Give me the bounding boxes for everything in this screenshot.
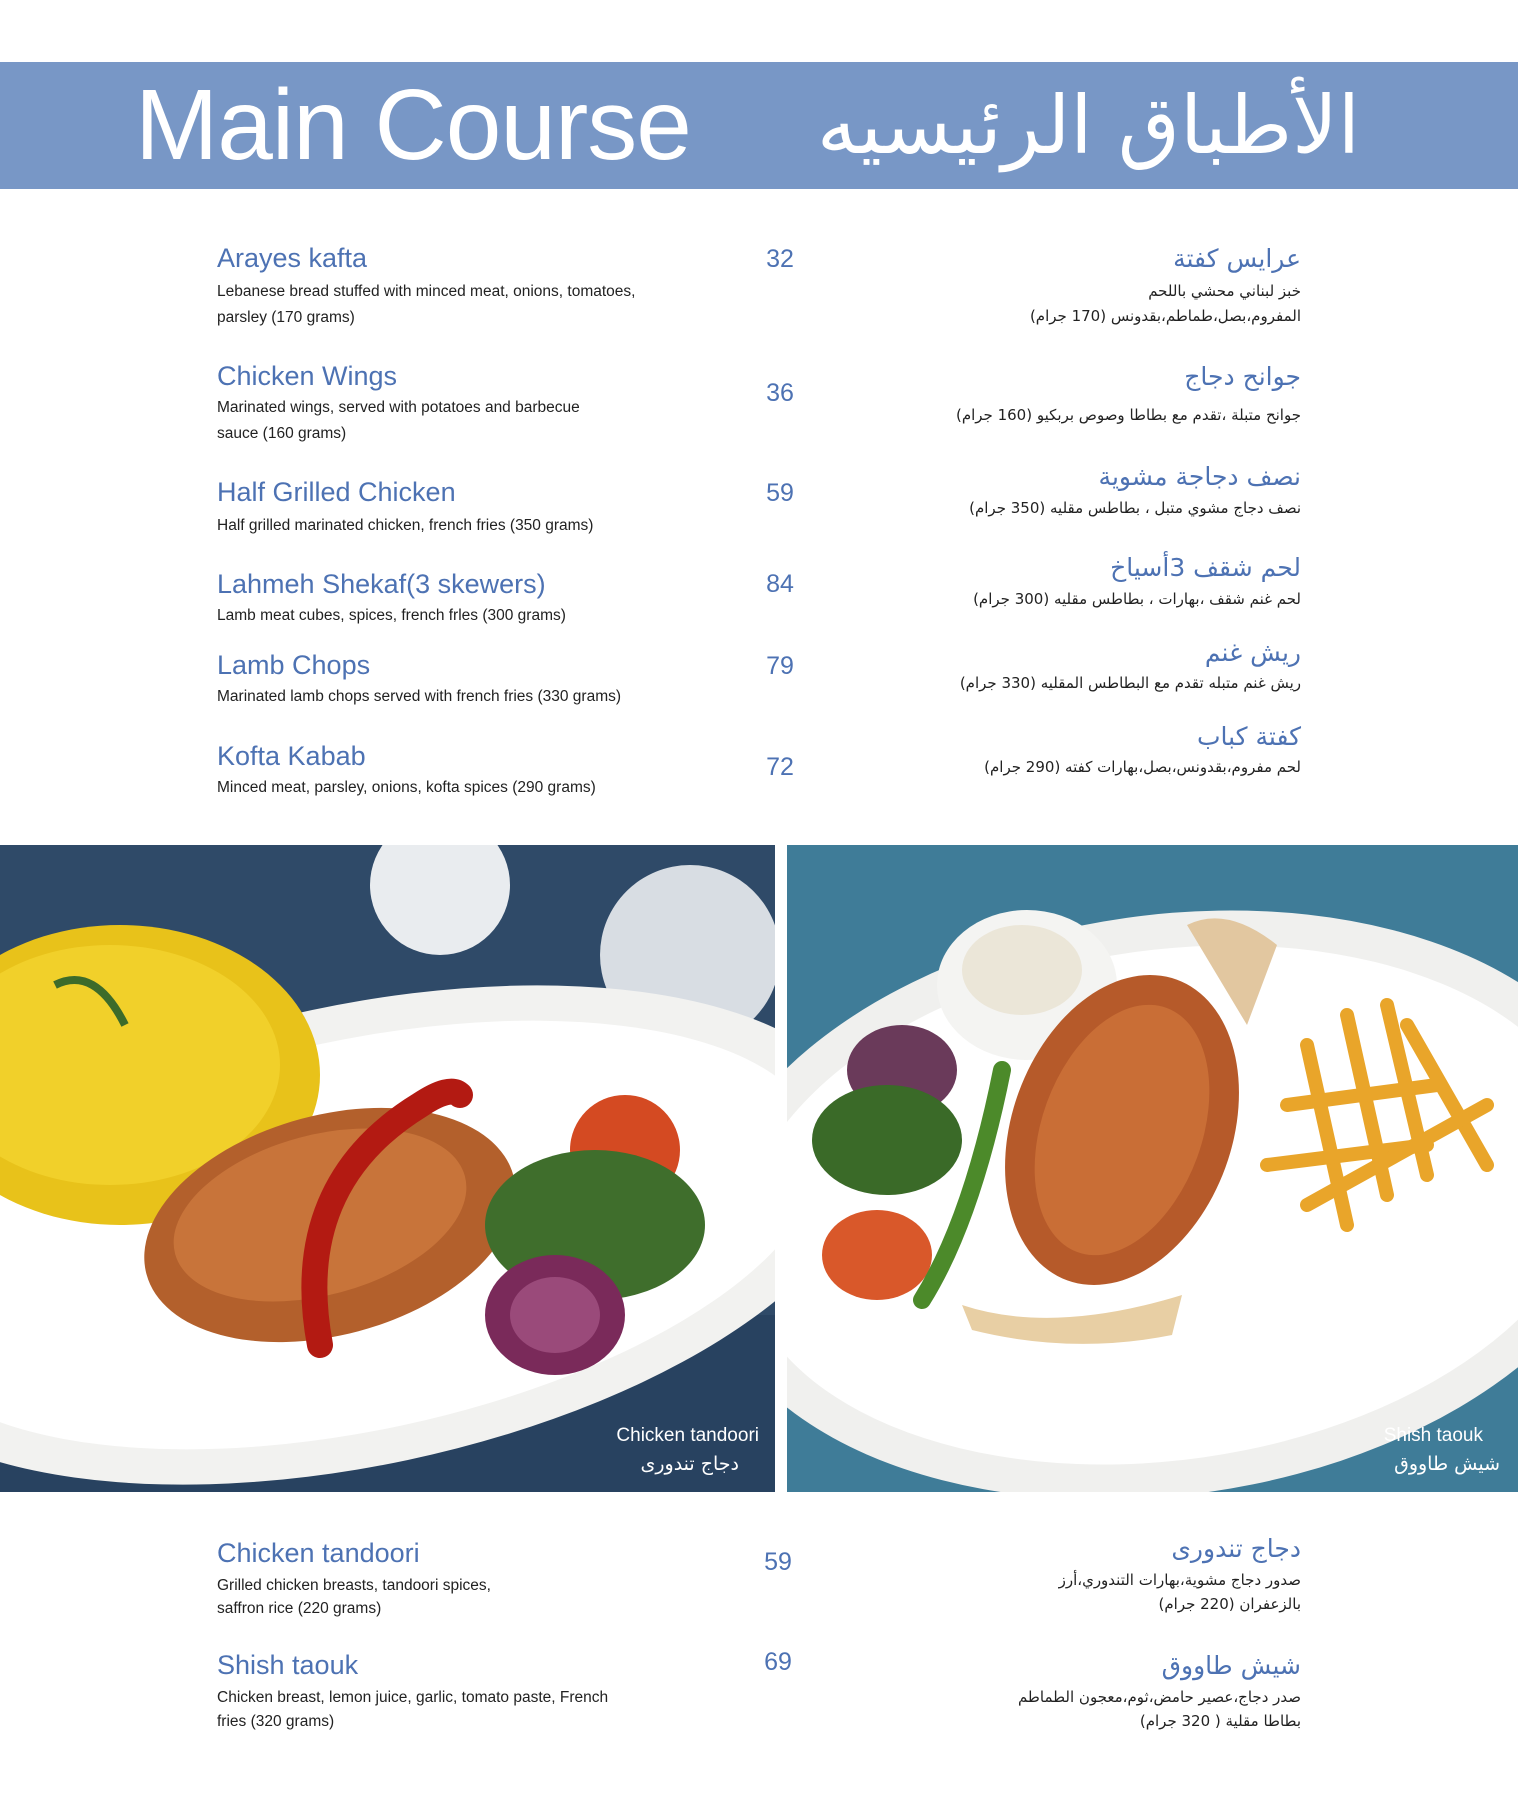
- menu-item-price: 36: [766, 379, 794, 407]
- menu-item-price: 59: [764, 1548, 792, 1576]
- menu-item-desc-ar: نصف دجاج مشوي متبل ، بطاطس مقليه (350 جرام): [969, 499, 1301, 517]
- menu-item-name-ar: جوانح دجاج: [1184, 362, 1301, 391]
- menu-item-desc-ar: لحم مفروم،بقدونس،بصل،بهارات كفته (290 جرام): [984, 758, 1301, 776]
- menu-item-desc-en: Half grilled marinated chicken, french fries (350 grams): [217, 517, 594, 534]
- menu-item-price: 69: [764, 1648, 792, 1676]
- menu-item-name-en: Chicken tandoori: [217, 1538, 420, 1568]
- menu-item-desc-en: Lamb meat cubes, spices, french frles (300 grams): [217, 607, 566, 624]
- menu-item-desc-en: Lebanese bread stuffed with minced meat, onions, tomatoes,: [217, 283, 636, 300]
- photo-caption-ar: دجاج تندورى: [640, 1453, 739, 1475]
- menu-item-desc-ar: المفروم،بصل،طماطم،بقدونس (170 جرام): [1029, 307, 1301, 325]
- photo-caption-ar: شيش طاووق: [1394, 1453, 1500, 1475]
- menu-item-name-en: Arayes kafta: [217, 243, 368, 273]
- menu-item-desc-ar: لحم غنم شقف ،بهارات ، بطاطس مقليه (300 جرام): [973, 590, 1301, 608]
- menu-item-name-en: Shish taouk: [217, 1650, 359, 1680]
- menu-item-price: 59: [766, 479, 794, 507]
- menu-item-name-en: Lamb Chops: [217, 650, 371, 680]
- menu-item-name-ar: ريش غنم: [1204, 638, 1301, 667]
- photo-caption-en: Chicken tandoori: [616, 1425, 759, 1446]
- menu-item-price: 79: [766, 652, 794, 680]
- shish-taouk-illustration: [787, 845, 1518, 1492]
- menu-item-desc-ar: صدر دجاج،عصير حامض،ثوم،معجون الطماطم: [1017, 1688, 1301, 1706]
- menu-item-name-ar: عرايس كفتة: [1173, 244, 1301, 273]
- menu-item-desc-en: parsley (170 grams): [217, 309, 355, 326]
- menu-item-price: 72: [766, 753, 794, 781]
- menu-item-price: 84: [766, 570, 794, 598]
- menu-item-name-ar: كفتة كباب: [1196, 722, 1301, 751]
- shish-taouk-photo: [787, 845, 1518, 1492]
- menu-item-desc-en: fries (320 grams): [217, 1713, 335, 1730]
- menu-item-desc-ar: ريش غنم متبله تقدم مع البطاطس المقليه (330 جرام): [959, 674, 1301, 692]
- menu-item-desc-ar: صدور دجاج مشوية،بهارات التندوري،أرز: [1058, 1571, 1301, 1589]
- menu-item-desc-ar: بطاطا مقلية ( 320 جرام): [1139, 1712, 1301, 1730]
- menu-item-desc-en: Minced meat, parsley, onions, kofta spices (290 grams): [217, 779, 596, 796]
- menu-item-name-en: Lahmeh Shekaf(3 skewers): [217, 569, 546, 599]
- menu-item-name-en: Half Grilled Chicken: [217, 477, 456, 507]
- page-title-ar: الأطباق الرئيسيه: [816, 79, 1360, 172]
- menu-item-name-ar: لحم شقف 3أسياخ: [1110, 553, 1301, 582]
- menu-item-name-en: Kofta Kabab: [217, 741, 366, 771]
- chicken-tandoori-illustration: [0, 845, 775, 1492]
- menu-item-name-ar: نصف دجاجة مشوية: [1098, 462, 1301, 491]
- menu-item-desc-en: Marinated lamb chops served with french fries (330 grams): [217, 688, 622, 705]
- photo-caption-en: Shish taouk: [1383, 1425, 1483, 1446]
- menu-item-desc-en: sauce (160 grams): [217, 425, 347, 442]
- menu-item-name-ar: دجاج تندورى: [1171, 1534, 1301, 1563]
- chicken-tandoori-photo: [0, 845, 775, 1492]
- menu-item-desc-en: Grilled chicken breasts, tandoori spices,: [217, 1577, 491, 1594]
- menu-item-desc-en: Chicken breast, lemon juice, garlic, tomato paste, French: [217, 1689, 609, 1706]
- menu-item-desc-ar: جوانح متبلة ،تقدم مع بطاطا وصوص بربكيو (160 جرام): [955, 406, 1301, 424]
- menu-item-price: 32: [766, 245, 794, 273]
- menu-item-desc-en: saffron rice (220 grams): [217, 1600, 382, 1617]
- menu-item-name-ar: شيش طاووق: [1161, 1651, 1301, 1680]
- menu-item-desc-ar: خبز لبناني محشي باللحم: [1148, 282, 1301, 300]
- page-title-en: Main Course: [135, 69, 691, 181]
- menu-item-name-en: Chicken Wings: [217, 361, 398, 391]
- menu-item-desc-ar: بالزعفران (220 جرام): [1158, 1595, 1301, 1613]
- menu-item-desc-en: Marinated wings, served with potatoes and barbecue: [217, 399, 580, 416]
